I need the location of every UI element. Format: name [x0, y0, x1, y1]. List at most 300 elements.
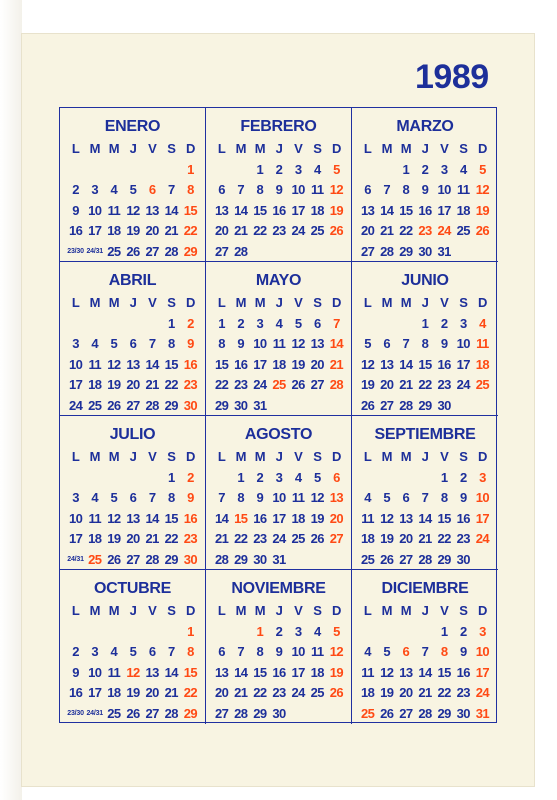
weekday-header: M	[381, 603, 392, 618]
day-cell: 11	[311, 644, 324, 659]
empty-cell	[66, 468, 85, 489]
day-cell: 10	[88, 202, 102, 218]
day-cell: 26	[107, 551, 121, 567]
weekday-header: D	[478, 141, 487, 156]
empty-cell	[143, 468, 162, 489]
weekday-header: V	[440, 449, 449, 464]
weekday-header: J	[421, 295, 429, 310]
day-cell: 17	[475, 664, 490, 680]
day-cell: 3	[275, 469, 283, 485]
day-cell: 2	[237, 315, 245, 331]
day-cell: 6	[383, 336, 391, 351]
day-cell: 5	[129, 644, 137, 659]
day-cell: 5	[129, 182, 137, 197]
weekday-header: D	[186, 603, 195, 618]
month-name: MARZO	[396, 118, 454, 135]
day-cell: 7	[421, 644, 429, 659]
day-cell: 22	[234, 531, 248, 546]
day-cell: 25	[475, 377, 490, 392]
day-cell: 4	[313, 623, 321, 639]
day-cell: 26	[360, 397, 375, 413]
day-cell: 3	[91, 644, 99, 659]
day-cell: 20	[399, 531, 413, 546]
day-cell: 6	[148, 644, 156, 659]
weekday-header: M	[89, 449, 100, 464]
day-cell: 7	[167, 182, 175, 197]
day-cell: 29	[437, 705, 451, 721]
weekday-header: J	[275, 603, 283, 618]
day-cell: 24	[291, 685, 305, 700]
day-cell: 20	[145, 685, 159, 700]
empty-cell	[289, 396, 308, 417]
day-cell: 25	[107, 243, 121, 259]
day-cell: 13	[310, 336, 324, 351]
month-junio	[352, 262, 498, 416]
weekday-header: S	[313, 295, 322, 310]
day-cell: 26	[380, 551, 394, 567]
day-cell: 28	[234, 243, 248, 259]
day-cell: 29	[183, 243, 198, 259]
weekday-header: J	[129, 141, 137, 156]
day-cell: 15	[253, 664, 267, 680]
day-cell: 6	[218, 182, 225, 197]
day-cell: 4	[364, 644, 371, 659]
day-cell: 5	[294, 315, 302, 331]
empty-cell	[327, 704, 346, 725]
day-cell: 20	[310, 356, 324, 372]
day-cell: 25	[88, 397, 102, 413]
day-cell: 7	[333, 315, 340, 331]
day-cell: 19	[329, 664, 344, 680]
day-cell: 20	[380, 377, 394, 392]
month-septiembre	[352, 416, 498, 570]
day-cell: 13	[126, 356, 140, 372]
day-cell: 30	[183, 397, 198, 413]
day-cell: 25	[360, 551, 375, 567]
weekday-header: J	[275, 295, 283, 310]
day-cell: 3	[256, 315, 264, 331]
day-cell: 4	[110, 182, 118, 197]
day-cell: 30	[272, 705, 286, 721]
day-cell: 16	[456, 664, 470, 680]
day-cell: 10	[437, 182, 451, 197]
day-cell: 9	[187, 336, 194, 351]
day-cell: 12	[329, 182, 344, 197]
day-cell: 30	[418, 243, 432, 259]
day-cell: 2	[256, 469, 264, 485]
day-cell: 11	[476, 336, 489, 351]
day-cell: 5	[333, 623, 340, 639]
day-cell: 16	[68, 223, 83, 238]
day-cell: 29	[234, 551, 248, 567]
day-cell: 11	[361, 664, 374, 680]
day-cell: 25	[360, 705, 375, 721]
month-name: FEBRERO	[240, 118, 317, 135]
day-cell: 8	[167, 336, 175, 351]
weekday-header: M	[235, 295, 246, 310]
day-cell: 15	[183, 202, 198, 218]
weekday-header: M	[108, 449, 119, 464]
day-cell: 7	[421, 490, 429, 505]
day-cell: 13	[399, 510, 413, 526]
day-cell: 14	[145, 356, 159, 372]
day-cell: 1	[187, 161, 194, 177]
empty-cell	[377, 160, 396, 181]
day-cell: 19	[126, 685, 140, 700]
day-cell: 28	[329, 377, 344, 392]
day-cell: 8	[167, 490, 175, 505]
day-cell: 12	[360, 356, 375, 372]
day-cell: 18	[272, 356, 286, 372]
month-octubre	[60, 570, 206, 724]
day-cell: 4	[364, 490, 371, 505]
day-cell: 23/30	[67, 709, 84, 717]
empty-cell	[358, 468, 377, 489]
weekday-header: S	[167, 295, 176, 310]
day-cell: 1	[440, 623, 448, 639]
day-cell: 13	[360, 202, 375, 218]
empty-cell	[162, 622, 181, 643]
day-cell: 2	[459, 469, 467, 485]
weekday-header: S	[459, 449, 468, 464]
scan-edge-shadow	[0, 0, 22, 800]
day-cell: 20	[214, 223, 229, 238]
day-cell: 17	[291, 664, 305, 680]
day-cell: 21	[164, 685, 178, 700]
empty-cell	[289, 704, 308, 725]
day-cell: 13	[329, 490, 344, 505]
day-cell: 16	[272, 664, 286, 680]
empty-cell	[377, 622, 396, 643]
day-cell: 11	[361, 510, 374, 526]
day-cell: 29	[418, 397, 432, 413]
weekday-header: M	[381, 449, 392, 464]
day-cell: 2	[72, 644, 79, 659]
day-cell: 1	[256, 161, 264, 177]
day-cell: 13	[214, 664, 229, 680]
weekday-header: D	[478, 449, 487, 464]
month-name: OCTUBRE	[93, 580, 171, 597]
empty-cell	[269, 396, 288, 417]
weekday-header: V	[440, 295, 449, 310]
weekday-header: D	[186, 295, 195, 310]
day-cell: 10	[88, 664, 102, 680]
day-cell: 29	[214, 397, 229, 413]
weekday-header: J	[129, 603, 137, 618]
weekday-header: M	[89, 141, 100, 156]
day-cell: 23	[456, 685, 470, 700]
day-cell: 5	[313, 469, 321, 485]
day-cell: 17	[68, 531, 83, 546]
day-cell: 20	[145, 223, 159, 238]
day-cell: 14	[164, 664, 178, 680]
day-cell: 23/30	[67, 247, 84, 255]
weekday-header: S	[167, 603, 176, 618]
weekday-header: D	[332, 141, 341, 156]
empty-cell	[327, 242, 346, 263]
day-cell: 10	[475, 644, 490, 659]
empty-cell	[308, 242, 327, 263]
day-cell: 10	[456, 336, 470, 351]
weekday-header: S	[167, 141, 176, 156]
day-cell: 16	[183, 356, 198, 372]
day-cell: 1	[440, 469, 448, 485]
day-cell: 23	[456, 531, 470, 546]
empty-cell	[85, 160, 104, 181]
day-cell: 15	[399, 202, 413, 218]
day-cell: 3	[459, 315, 467, 331]
day-cell: 27	[360, 243, 375, 259]
day-cell: 27	[145, 705, 159, 721]
day-cell: 15	[164, 510, 178, 526]
empty-cell	[289, 242, 308, 263]
weekday-header: V	[294, 603, 303, 618]
day-cell: 21	[399, 377, 413, 392]
day-cell: 29	[437, 551, 451, 567]
day-cell: 25	[310, 685, 324, 700]
day-cell: 26	[107, 397, 121, 413]
empty-cell	[308, 550, 327, 571]
day-cell: 22	[183, 685, 198, 700]
weekday-header: M	[108, 295, 119, 310]
day-cell: 3	[91, 182, 99, 197]
day-cell: 23	[437, 377, 451, 392]
day-cell: 5	[383, 644, 391, 659]
day-cell: 23	[234, 377, 248, 392]
month-marzo	[352, 108, 498, 262]
day-cell: 9	[237, 336, 245, 351]
empty-cell	[377, 468, 396, 489]
weekday-header: L	[363, 141, 372, 156]
day-cell: 22	[164, 531, 178, 546]
day-cell: 7	[148, 490, 156, 505]
month-name: MAYO	[255, 272, 302, 289]
day-cell: 27	[214, 705, 229, 721]
day-cell: 27	[380, 397, 394, 413]
day-cell: 26	[126, 243, 140, 259]
day-grid	[66, 293, 200, 411]
day-cell: 11	[291, 490, 305, 505]
day-cell: 22	[399, 223, 413, 238]
month-name: NOVIEMBRE	[231, 580, 326, 597]
day-cell: 28	[380, 243, 394, 259]
empty-cell	[377, 314, 396, 335]
empty-cell	[454, 242, 473, 263]
day-cell: 5	[364, 336, 371, 351]
day-cell: 26	[329, 223, 344, 238]
day-cell: 7	[218, 490, 225, 505]
empty-cell	[143, 314, 162, 335]
empty-cell	[123, 314, 142, 335]
day-cell: 24/31	[86, 709, 103, 717]
day-cell: 20	[126, 531, 140, 546]
day-cell: 28	[164, 705, 178, 721]
day-cell: 3	[72, 490, 79, 505]
weekday-header: V	[148, 295, 157, 310]
day-cell: 20	[399, 685, 413, 700]
day-cell: 15	[437, 510, 451, 526]
weekday-header: M	[254, 603, 265, 618]
year-title: 1989	[415, 58, 489, 96]
day-cell: 9	[275, 182, 283, 197]
day-cell: 30	[183, 551, 198, 567]
weekday-header: D	[186, 141, 195, 156]
weekday-header: L	[71, 295, 80, 310]
weekday-header: M	[400, 295, 411, 310]
month-mayo	[206, 262, 352, 416]
day-cell: 25	[310, 223, 324, 238]
day-cell: 1	[167, 315, 175, 331]
weekday-header: V	[148, 449, 157, 464]
day-cell: 30	[437, 397, 451, 413]
day-cell: 4	[294, 469, 302, 485]
empty-cell	[66, 160, 85, 181]
day-cell: 18	[291, 510, 305, 526]
day-cell: 29	[253, 705, 267, 721]
weekday-header: S	[459, 603, 468, 618]
day-cell: 24	[475, 685, 490, 700]
weekday-header: M	[254, 449, 265, 464]
day-cell: 2	[275, 623, 283, 639]
empty-cell	[85, 314, 104, 335]
day-cell: 3	[294, 623, 302, 639]
weekday-header: L	[363, 603, 372, 618]
weekday-header: M	[235, 141, 246, 156]
day-cell: 21	[418, 531, 432, 546]
day-cell: 19	[107, 377, 121, 392]
empty-cell	[473, 396, 492, 417]
day-cell: 9	[440, 336, 448, 351]
day-cell: 21	[145, 531, 159, 546]
day-cell: 23	[183, 531, 198, 546]
weekday-header: V	[440, 141, 449, 156]
day-cell: 28	[418, 551, 432, 567]
day-cell: 4	[110, 644, 118, 659]
day-cell: 14	[418, 510, 432, 526]
day-cell: 8	[218, 336, 225, 351]
empty-cell	[85, 468, 104, 489]
day-cell: 15	[418, 356, 432, 372]
day-cell: 12	[107, 510, 121, 526]
day-cell: 28	[145, 551, 159, 567]
day-cell: 13	[145, 664, 159, 680]
day-cell: 24	[68, 397, 83, 413]
day-cell: 19	[291, 356, 305, 372]
month-julio	[60, 416, 206, 570]
weekday-header: V	[294, 449, 303, 464]
day-cell: 9	[275, 644, 283, 659]
weekday-header: V	[440, 603, 449, 618]
day-cell: 8	[440, 644, 448, 659]
day-cell: 19	[360, 377, 375, 392]
weekday-header: L	[71, 141, 80, 156]
day-cell: 14	[164, 202, 178, 218]
day-cell: 27	[310, 377, 324, 392]
day-cell: 14	[214, 510, 229, 526]
day-cell: 19	[310, 510, 324, 526]
day-cell: 28	[418, 705, 432, 721]
day-cell: 20	[329, 510, 344, 526]
day-cell: 15	[214, 356, 229, 372]
day-cell: 1	[256, 623, 264, 639]
day-cell: 23	[272, 685, 286, 700]
day-cell: 24	[253, 377, 267, 392]
day-cell: 28	[214, 551, 229, 567]
day-cell: 13	[380, 356, 394, 372]
day-cell: 24	[272, 531, 286, 546]
day-cell: 18	[310, 202, 324, 218]
empty-cell	[308, 396, 327, 417]
day-cell: 2	[440, 315, 448, 331]
day-cell: 8	[440, 490, 448, 505]
weekday-header: M	[381, 141, 392, 156]
weekday-header: L	[217, 295, 226, 310]
day-cell: 3	[479, 469, 486, 485]
day-cell: 10	[475, 490, 490, 505]
day-cell: 9	[459, 644, 467, 659]
day-cell: 5	[333, 161, 340, 177]
weekday-header: L	[71, 449, 80, 464]
day-cell: 17	[253, 356, 267, 372]
empty-cell	[123, 622, 142, 643]
weekday-header: J	[275, 141, 283, 156]
empty-cell	[104, 160, 123, 181]
day-cell: 24	[456, 377, 470, 392]
day-cell: 26	[310, 531, 324, 546]
day-cell: 2	[187, 469, 194, 485]
day-cell: 21	[329, 356, 344, 372]
day-cell: 26	[291, 377, 305, 392]
day-cell: 24	[437, 223, 451, 238]
day-cell: 7	[402, 336, 410, 351]
weekday-header: M	[400, 449, 411, 464]
day-cell: 7	[237, 644, 245, 659]
day-cell: 6	[129, 336, 137, 351]
empty-cell	[143, 160, 162, 181]
day-cell: 31	[272, 551, 286, 567]
weekday-header: L	[217, 449, 226, 464]
day-cell: 10	[253, 336, 267, 351]
day-cell: 20	[126, 377, 140, 392]
day-cell: 15	[437, 664, 451, 680]
day-grid	[212, 293, 346, 411]
weekday-header: M	[89, 603, 100, 618]
day-cell: 21	[418, 685, 432, 700]
day-cell: 16	[418, 202, 432, 218]
day-cell: 5	[383, 490, 391, 505]
day-cell: 6	[148, 182, 156, 197]
weekday-header: L	[217, 603, 226, 618]
day-cell: 9	[72, 202, 79, 218]
day-cell: 17	[437, 202, 451, 218]
month-name: JULIO	[109, 426, 156, 443]
day-cell: 17	[68, 377, 83, 392]
day-cell: 1	[237, 469, 245, 485]
day-cell: 13	[126, 510, 140, 526]
weekday-header: D	[478, 295, 487, 310]
weekday-header: V	[294, 141, 303, 156]
day-cell: 12	[126, 664, 140, 680]
day-cell: 19	[329, 202, 344, 218]
day-cell: 3	[294, 161, 302, 177]
day-cell: 18	[360, 531, 375, 546]
month-name: AGOSTO	[244, 426, 313, 443]
day-cell: 4	[313, 161, 321, 177]
day-grid	[66, 139, 200, 257]
day-cell: 24/31	[86, 247, 103, 255]
day-cell: 8	[256, 182, 264, 197]
empty-cell	[212, 468, 231, 489]
